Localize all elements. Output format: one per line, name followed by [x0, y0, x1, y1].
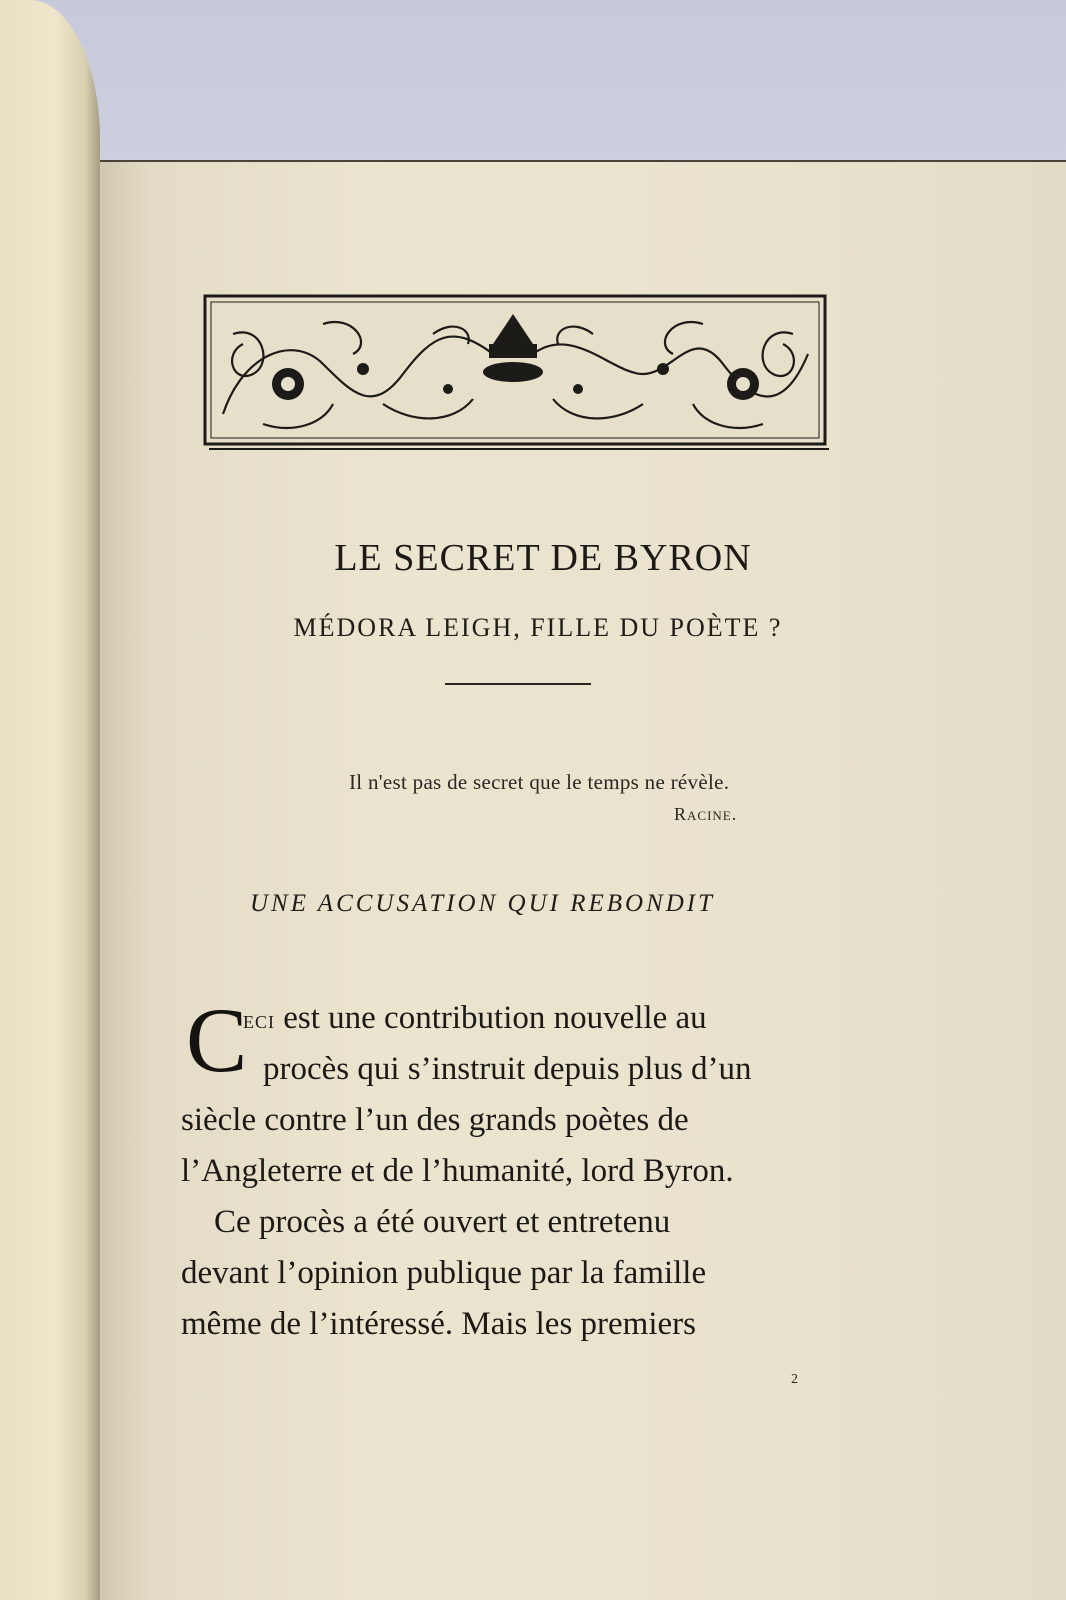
chapter-title: LE SECRET DE BYRON: [334, 537, 752, 579]
body-line: [243, 1000, 707, 1037]
floral-headpiece-ornament: [203, 294, 843, 464]
body-line: Ce procès a été ouvert et entretenu: [214, 1204, 671, 1240]
chapter-subtitle: MÉDORA LEIGH, FILLE DU POÈTE ?: [293, 613, 783, 642]
body-line: même de l’intéressé. Mais les premiers: [181, 1306, 696, 1342]
body-line: devant l’opinion publique par la famille: [181, 1255, 707, 1291]
title-divider: [445, 683, 591, 685]
body-line: siècle contre l’un des grands poètes de: [181, 1102, 689, 1138]
section-heading: UNE ACCUSATION QUI REBONDIT: [250, 890, 716, 917]
drop-capital: C: [186, 989, 248, 1091]
body-line-text: est une contribution nouvelle au: [275, 1000, 707, 1036]
first-word-smallcaps: eci: [243, 1005, 275, 1034]
epigraph-quote: Il n'est pas de secret que le temps ne révèle.: [349, 770, 730, 794]
body-line: procès qui s’instruit depuis plus d’un: [263, 1051, 752, 1087]
body-line: l’Angleterre et de l’humanité, lord Byron.: [181, 1153, 734, 1189]
epigraph-author: Racine.: [674, 804, 738, 824]
page-number: 2: [791, 1372, 798, 1387]
left-page-curl: [0, 0, 100, 1600]
